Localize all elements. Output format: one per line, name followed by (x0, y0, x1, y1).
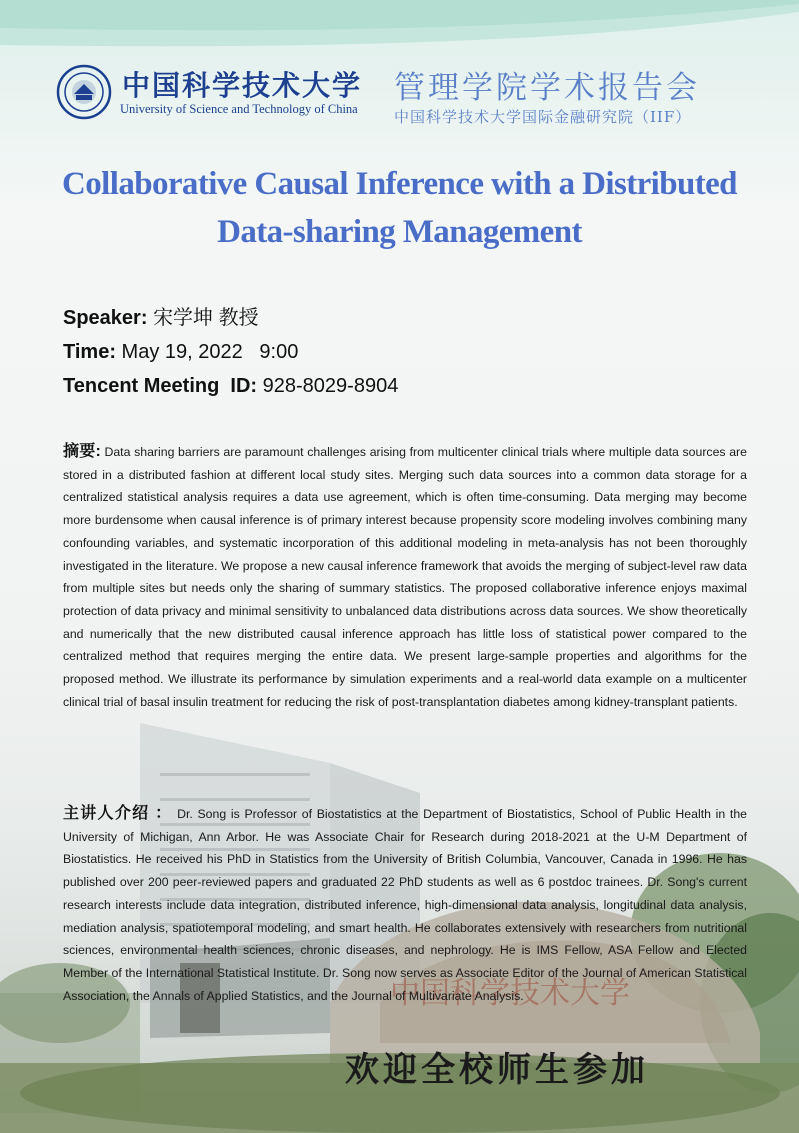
speaker-bio-section (63, 803, 747, 1007)
abstract-label: 摘要: (63, 443, 101, 460)
header (56, 62, 756, 132)
talk-title-line-1: Collaborative Causal Inference with a Distributed (62, 166, 737, 202)
talk-info (63, 301, 743, 403)
speaker-row (63, 301, 743, 335)
university-name-cn: 中国科学技术大学 (122, 69, 363, 102)
seminar-series-subtitle: 中国科学技术大学国际金融研究院（IIF） (394, 108, 692, 126)
meeting-row (63, 369, 743, 403)
university-name-en: University of Science and Technology of China (120, 102, 358, 116)
talk-title-line-2: Data-sharing Management (217, 214, 582, 250)
meeting-label: Tencent Meeting ID: (63, 375, 258, 397)
bio-label: 主讲人介绍 ： (63, 805, 173, 822)
bio-text: Dr. Song is Professor of Biostatistics at the Department of Biostatistics, School of Public Health in the University of Michigan, Ann Arbor. He was Associate Chair for Research during 2018-2021 at the U-M Department of Biostatistics. He received his PhD in Statistics from the University of British Columbia, Vancouver, Canada in 1996. He has published over 200 peer-reviewed papers and graduated 22 PhD students as well as 6 postdoc trainees. Dr. Song's current research interests include data integration, distributed inference, high-dimensional data analysis, longitudinal data analysis, mediation analysis, spatiotemporal modeling, and smart health. He collaborates extensively with researchers from nutritional sciences, environmental health sciences, chronic diseases, and nephrology. He is IMS Fellow, ASA Fellow and Elected Member of the International Statistical Institute. Dr. Song now serves as Associate Editor of the Journal of American Statistical Association, the Annals of Applied Statistics, and the Journal of Multivariate Analysis. (63, 807, 747, 1003)
abstract-section (63, 441, 747, 713)
speaker-value: 宋学坤 教授 (153, 307, 259, 329)
welcome-slogan: 欢迎全校师生参加 (345, 1050, 649, 1090)
svg-text:中国科学技术大学: 中国科学技术大学 (390, 976, 630, 1011)
time-value: May 19, 2022 9:00 (121, 341, 299, 363)
time-label: Time: (63, 341, 116, 363)
seminar-series-title: 管理学院学术报告会 (394, 70, 700, 106)
time-row (63, 335, 743, 369)
university-seal-logo (56, 64, 112, 120)
speaker-label: Speaker: (63, 307, 148, 329)
top-wave-decoration (0, 0, 799, 60)
talk-title (20, 160, 779, 256)
abstract-text: Data sharing barriers are paramount challenges arising from multicenter clinical trials where multiple data sources are stored in a distributed fashion at different local study sites. Merging such data sources into a common data storage for a centralized statistical analysis requires a data use agreement, which is often time-consuming. Data merging may become more burdensome when causal inference is of primary interest because propensity score modeling involves combining many confounding variables, and systematic incorporation of this additional modeling in meta-analysis has not been thoroughly investigated in the literature. We propose a new causal inference framework that avoids the merging of subject-level raw data from multiple sites but needs only the sharing of summary statistics. The proposed collaborative inference enjoys maximal protection of data privacy and minimal sensitivity to unbalanced data distributions across data sources. We show theoretically and numerically that the new distributed causal inference approach has little loss of statistical power compared to the centralized method that requires merging the entire data. We present large-sample properties and algorithms for the proposed method. We illustrate its performance by simulation experiments and a real-world data example on a multicenter clinical trial of basal insulin treatment for reducing the risk of post-transplantation diabetes among kidney-transplant patients. (63, 445, 747, 709)
meeting-id-value: 928-8029-8904 (262, 375, 399, 397)
